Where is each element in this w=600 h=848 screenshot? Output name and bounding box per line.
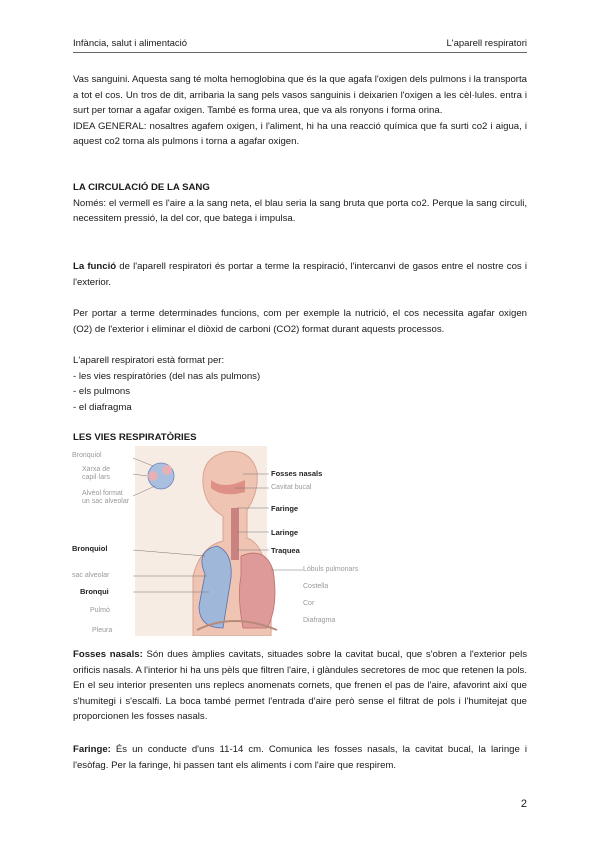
paragraph-general-idea: IDEA GENERAL: nosaltres agafem oxigen, i l'aliment, hi ha una reacció química que fa surti co2 i aigua, i aquest co2 torna als pulmons i torna a agafar oxigen. [73,120,527,148]
figure-label: Bronqui [80,587,109,596]
page-number: 2 [520,798,527,810]
figure-label: sac alveolar [72,572,110,579]
figure-label: Xarxa de capil·lars [82,466,111,481]
respiratory-system-figure [73,446,391,636]
figure-label: Cor [303,600,315,607]
section-airways [73,430,527,446]
figure-label: Cavitat bucal [271,484,312,491]
paragraph-text: Vas sanguini. Aquesta sang té molta hemoglobina que és la que agafa l'oxigen dels pulmons i la transporta a tot el cos. Un tros de dit, arribaria la sang pels vasos sanguinis i deixarien l'oxigen a les cèl·lules. entra i surt per tornar a agafar oxigen. També es forma urea, que va als ronyons i forma orina. [73,74,527,117]
section-circulation [73,180,527,227]
paragraph-nasal-cavities [73,647,527,725]
paragraph-function-text: de l'aparell respiratori és portar a terme la respiració, l'intercanvi de gasos entre el nostre cos i l'exterior. [73,261,528,288]
figure-label: Fosses nasals [271,469,323,478]
heading-circulation: LA CIRCULACIÓ DE LA SANG [73,182,210,193]
figure-label: Bronquiol [72,452,102,459]
list-item: - els pulmons [73,386,131,398]
running-header-right: L'aparell respiratori [446,38,527,49]
list-intro: L'aparell respiratori està format per: [73,355,225,366]
paragraph-functions-text: Per portar a terme determinades funcions, com per exemple la nutrició, el cos necessita agafar oxigen (O2) de l'exterior i eliminar el diòxid de carboni (CO2) format durant aquests processos. [73,308,527,335]
figure-label: Laringe [271,528,299,537]
term-function: La funció [73,261,117,272]
figure-label: Diafragma [303,617,336,624]
right-lung [239,553,275,628]
term-pharynx: Faringe: [73,744,111,755]
paragraph-functions [73,306,527,337]
list-item: - les vies respiratòries (del nas als pulmons) [73,370,261,382]
alveolus [162,465,172,475]
figure-label: Alvèol format un sac alveolar [82,490,130,505]
paragraph-blood-vessels [73,72,527,150]
figure-label: Pleura [92,627,113,634]
paragraph-nasal-text: Són dues àmplies cavitats, situades sobre la cavitat bucal, que s'obren a l'exterior pels orificis nasals. A l'interior hi ha uns pèls que filtren l'aire, i glàndules secretores de moc que retenen la pols. En el seu interior presenten uns replecs anomenats cornets, que frenen el pas de l'aire, afavorint així que s'humitegi i s'escalfi. La boca també permet l'entrada d'aire però sense el filtrat de pols i l'humitejat que proporcionen les fosses nasals. [73,649,527,723]
paragraph-pharynx [73,742,527,773]
paragraph-pharynx-text: És un conducte d'uns 11-14 cm. Comunica les fosses nasals, la cavitat bucal, la laringe i l'esòfag. Per la faringe, hi passen tant els aliments i com l'aire que respirem. [73,744,527,771]
figure-label: Traquea [271,546,300,555]
figure-label: Lòbuls pulmonars [303,566,359,573]
alveolus [148,471,158,481]
figure-label: Bronquiol [72,544,108,553]
header-rule [73,52,527,53]
running-header-left: Infància, salut i alimentació [73,38,188,49]
paragraph-circulation: Només: el vermell es l'aire a la sang neta, el blau seria la sang bruta que porta co2. Perque la sang circuli, necessitem pressió, la del cor, que batega i impulsa. [73,197,527,225]
list-item: - el diafragma [73,401,132,413]
figure-label: Costella [303,583,329,590]
heading-airways: LES VIES RESPIRATÒRIES [73,432,197,443]
paragraph-function [73,259,527,290]
trachea [231,508,239,560]
figure-label: Faringe [271,504,299,513]
figure-label: Pulmó [90,607,110,614]
list-components [73,353,527,415]
term-nasal-cavities: Fosses nasals: [73,649,143,660]
